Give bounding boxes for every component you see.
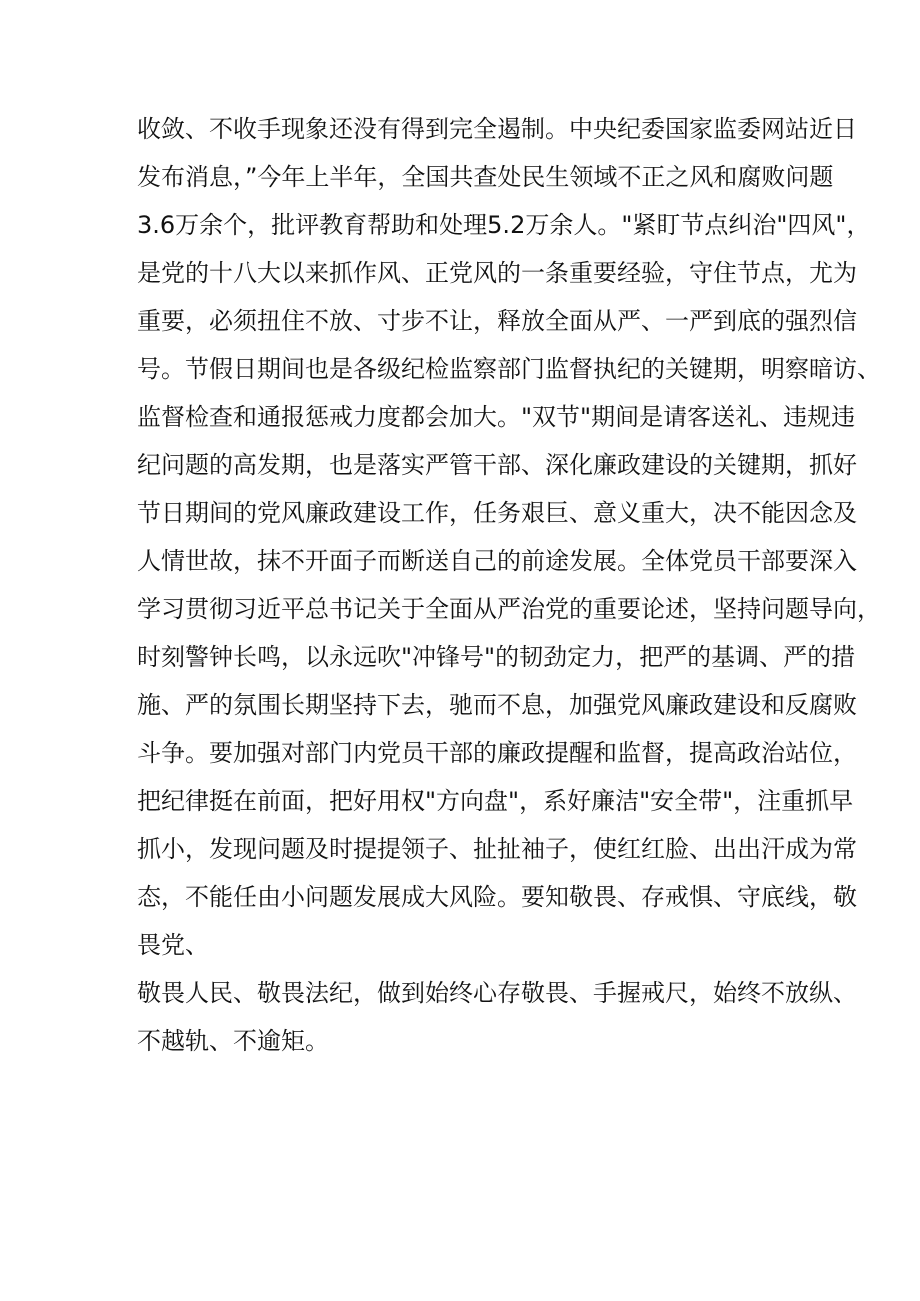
body-text <box>137 105 881 1065</box>
text-line: 发布消息，”今年上半年，全国共查处民生领域不正之风和腐败问题 <box>137 163 834 191</box>
text-line: 号。节假日期间也是各级纪检监察部门监督执纪的关键期，明察暗访、 <box>137 355 881 383</box>
text-line: 学习贯彻习近平总书记关于全面从严治党的重要论述，坚持问题导向， <box>137 595 881 623</box>
text-line: 人情世故，抹不开面子而断送自己的前途发展。全体党员干部要深入 <box>137 547 857 575</box>
text-line: 重要，必须扭住不放、寸步不让，释放全面从严、一严到底的强烈信 <box>137 307 857 335</box>
text-line: 斗争。要加强对部门内党员干部的廉政提醒和监督，提高政治站位， <box>137 739 857 767</box>
text-line: 敬畏人民、敬畏法纪，做到始终心存敬畏、手握戒尺，始终不放纵、 <box>137 979 857 1007</box>
text-line: 不越轨、不逾矩。 <box>137 1027 329 1055</box>
text-line: 收敛、不收手现象还没有得到完全遏制。中央纪委国家监委网站近日 <box>137 115 857 143</box>
text-line: 抓小，发现问题及时提提领子、扯扯袖子，使红红脸、出出汗成为常 <box>137 835 857 863</box>
text-line: 节日期间的党风廉政建设工作，任务艰巨、意义重大，决不能因念及 <box>137 499 857 527</box>
text-line: 时刻警钟长鸣，以永远吹"冲锋号"的韧劲定力，把严的基调、严的措 <box>137 643 856 671</box>
text-line: 纪问题的高发期，也是落实严管干部、深化廉政建设的关键期，抓好 <box>137 451 857 479</box>
text-line: 畏党、 <box>137 931 209 959</box>
text-line: 施、严的氛围长期坚持下去，驰而不息，加强党风廉政建设和反腐败 <box>137 691 857 719</box>
text-line: 3.6万余个，批评教育帮助和处理5.2万余人。"紧盯节点纠治"四风"， <box>137 211 871 239</box>
text-line: 是党的十八大以来抓作风、正党风的一条重要经验，守住节点，尤为 <box>137 259 857 287</box>
text-line: 监督检查和通报惩戒力度都会加大。"双节"期间是请客送礼、违规违 <box>137 403 856 431</box>
text-line: 把纪律挺在前面，把好用权"方向盘"，系好廉洁"安全带"，注重抓早 <box>137 787 854 815</box>
text-line: 态，不能任由小问题发展成大风险。要知敬畏、存戒惧、守底线，敬 <box>137 883 857 911</box>
